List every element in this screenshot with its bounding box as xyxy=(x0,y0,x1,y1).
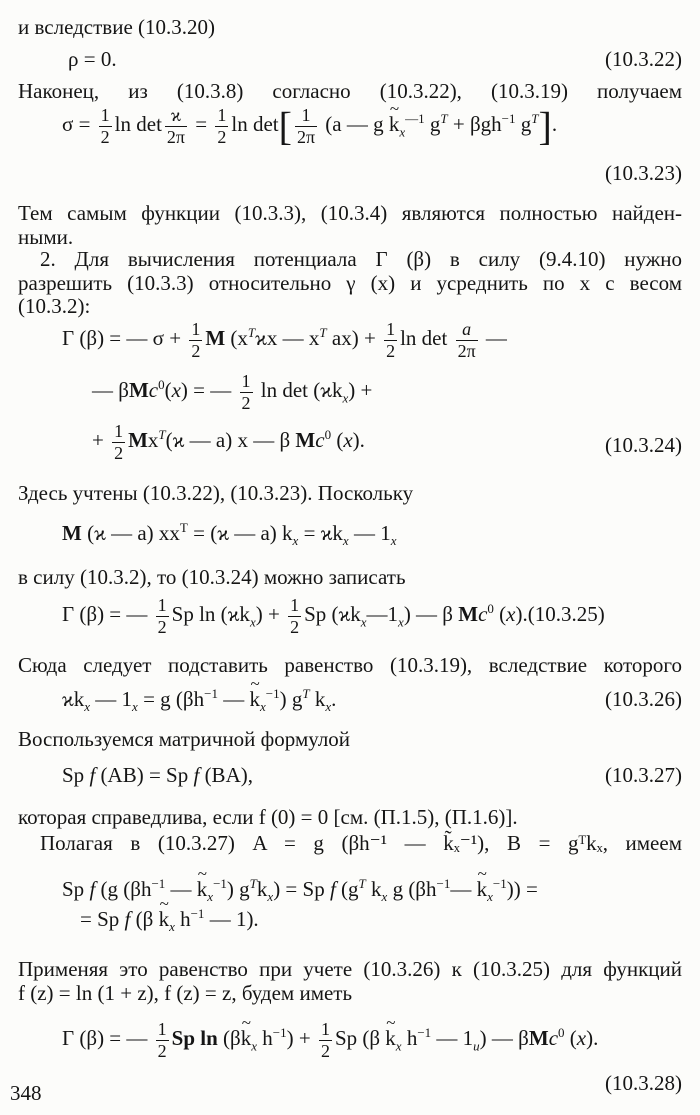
text-line: Здесь учтены (10.3.22), (10.3.23). Поскольку xyxy=(18,481,414,505)
page-number: 348 xyxy=(10,1081,42,1105)
text-line: Наконец, из (10.3.8) согласно (10.3.22), (10.3.19) получаем xyxy=(18,79,682,103)
equation-sp-commute: Sp f (AB) = Sp f (BA), xyxy=(62,763,253,787)
equation-tag: (10.3.22) xyxy=(605,47,682,71)
text-line: Воспользуемся матричной формулой xyxy=(18,727,351,751)
text-line: (10.3.2): xyxy=(18,294,91,318)
equation-kx: $ϰk_x$ — $1_x = g$ ($\beta h^{-1}$ — ~ $k_x^{-1}$) $g^T$ $k_x$. xyxy=(62,686,336,715)
equation-gamma-2: — βMc$^0$(x) = — $\frac{1}{2}$ $\ln \det (ϰk_x)$ + xyxy=(92,371,373,413)
equation-sigma: σ = $\frac{1}{2}$ ln det $\frac{ϰ}{2\pi}$ = $\frac{1}{2}$ ln det[ $\frac{1}{2\pi}$ (a — g ~ $k_x^{—1}$ $g^T + \beta gh^{-1}$ $g^T$]. xyxy=(62,106,557,147)
equation-gamma-sp: Γ (β) = — $\frac{1}{2}$ Sp $\ln (ϰk_x)$ + $\frac{1}{2}$ Sp $(ϰk_x—1_x)$ — β Mc$^0$ (x).(10.3.25) xyxy=(62,595,605,637)
text-line: ными. xyxy=(18,225,74,249)
equation-tag: (10.3.27) xyxy=(605,763,682,787)
text-line: которая справедлива, если f (0) = 0 [см. (П.1.5), (П.1.6)]. xyxy=(18,805,518,829)
equation-rho: ρ = 0. xyxy=(68,47,117,71)
equation-tag: (10.3.23) xyxy=(605,161,682,185)
equation-expectation: M (ϰ — a) $xx^T = (ϰ$ — a) $k_x = ϰk_x$ — $1_x$ xyxy=(62,520,397,549)
text-line: Сюда следует подставить равенство (10.3.19), вследствие которого xyxy=(18,653,682,677)
equation-tag: (10.3.26) xyxy=(605,687,682,711)
equation-gamma-3: + $\frac{1}{2}$ $Mx^T(ϰ$ — a) x — β Mc$^0$ (x). xyxy=(92,421,365,463)
text-line: Применяя это равенство при учете (10.3.26) к (10.3.25) для функций xyxy=(18,957,682,981)
text-line: разрешить (10.3.3) относительно γ (x) и усреднить по x с весом xyxy=(18,271,682,295)
equation-sp-f-1: Sp f (g ($\beta h^{-1}$ — ~ $k_x^{-1}$) $g^Tk_x) = Sp$ f ($g^T$ $k_x$ g ($\beta h^{-1}—$ ~ $k_x^{-1}$)) = xyxy=(62,876,538,905)
text-line: Тем самым функции (10.3.3), (10.3.4) являются полностью найден- xyxy=(18,201,682,225)
equation-tag: (10.3.24) xyxy=(605,433,682,457)
equation-gamma-1: Γ (β) = — σ + $\frac{1}{2}$ M ($x^Tϰx$ — $x^T$ ax) + $\frac{1}{2}$ ln det $\frac{a}{2\pi}$ — xyxy=(62,319,507,361)
text-line: Полагая в (10.3.27) A = g (βh⁻¹ — k̃ₓ⁻¹), B = gᵀkₓ, имеем xyxy=(40,831,682,855)
equation-gamma-final: Γ (β) = — $\frac{1}{2}$ Sp ln (β~ $k_x$ $h^{-1}$) + $\frac{1}{2}$ Sp (β ~ $k_x$ $h^{-1}$ — $1_u$) — βMc$^0$ (x). xyxy=(62,1020,598,1061)
equation-tag: (10.3.28) xyxy=(605,1071,682,1095)
text-line: и вследствие (10.3.20) xyxy=(18,15,216,39)
equation-sp-f-2: = Sp f (β ~ $k_x$ $h^{-1}$ — 1). xyxy=(80,906,259,935)
text-line: в силу (10.3.2), то (10.3.24) можно записать xyxy=(18,565,406,589)
text-line: 2. Для вычисления потенциала Γ (β) в силу (9.4.10) нужно xyxy=(40,247,682,271)
text-line: f (z) = ln (1 + z), f (z) = z, будем иметь xyxy=(18,981,353,1005)
